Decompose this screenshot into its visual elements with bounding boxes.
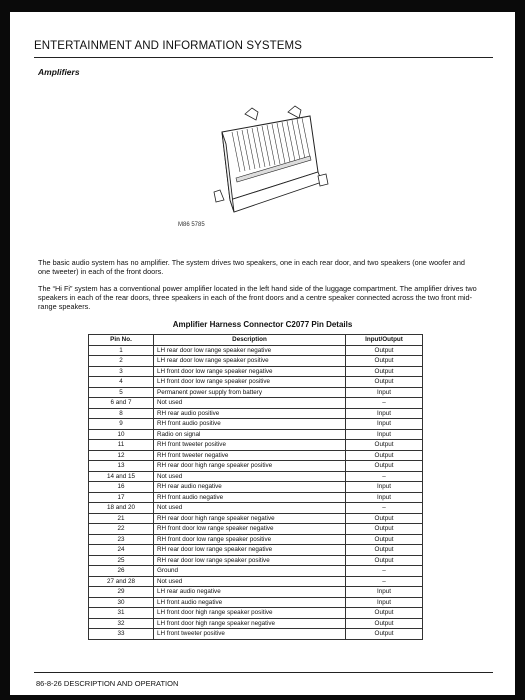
pin-number-cell: 25 <box>89 555 154 566</box>
table-row <box>89 366 423 377</box>
pin-number-cell: 8 <box>89 408 154 419</box>
table-row <box>89 587 423 598</box>
input-output-cell: – <box>346 566 423 577</box>
table-row <box>89 482 423 493</box>
input-output-cell: Input <box>346 408 423 419</box>
page-footer: 86-8-26 DESCRIPTION AND OPERATION <box>36 679 179 688</box>
pin-number-cell: 17 <box>89 492 154 503</box>
input-output-cell: Output <box>346 377 423 388</box>
figure-code: M86 5785 <box>178 222 205 228</box>
pin-number-cell: 11 <box>89 440 154 451</box>
pin-number-cell: 1 <box>89 345 154 356</box>
pin-number-cell: 3 <box>89 366 154 377</box>
description-cell: LH rear door low range speaker negative <box>154 345 346 356</box>
input-output-cell: Output <box>346 618 423 629</box>
description-cell: Not used <box>154 576 346 587</box>
input-output-cell: Output <box>346 345 423 356</box>
pin-number-cell: 27 and 28 <box>89 576 154 587</box>
table-row <box>89 513 423 524</box>
input-output-cell: Output <box>346 524 423 535</box>
pin-number-cell: 13 <box>89 461 154 472</box>
paragraph-hifi-system: The “Hi Fi” system has a conventional power amplifier located in the left hand side of the luggage compartment. The amplifier drives two speakers in each of the rear doors, three speakers in each of the front doors and a centre speaker connected across the two front mid-range speakers. <box>38 284 477 312</box>
table-row <box>89 597 423 608</box>
description-cell: Not used <box>154 503 346 514</box>
description-cell: RH front tweeter positive <box>154 440 346 451</box>
table-row <box>89 461 423 472</box>
table-row <box>89 387 423 398</box>
pin-number-cell: 2 <box>89 356 154 367</box>
input-output-cell: – <box>346 398 423 409</box>
pin-number-cell: 10 <box>89 429 154 440</box>
table-row <box>89 618 423 629</box>
input-output-cell: – <box>346 576 423 587</box>
table-row <box>89 345 423 356</box>
input-output-cell: Output <box>346 608 423 619</box>
table-title: Amplifier Harness Connector C2077 Pin Details <box>172 320 353 329</box>
paragraph-basic-system: The basic audio system has no amplifier. The system drives two speakers, one in each rear door, and two speakers (one woofer and one tweeter) in each of the front doors. <box>38 258 465 277</box>
table-row <box>89 440 423 451</box>
input-output-cell: Output <box>346 366 423 377</box>
description-cell: RH rear door high range speaker negative <box>154 513 346 524</box>
pin-number-cell: 5 <box>89 387 154 398</box>
column-header-pin: Pin No. <box>89 335 154 346</box>
pin-number-cell: 31 <box>89 608 154 619</box>
description-cell: Radio on signal <box>154 429 346 440</box>
input-output-cell: Output <box>346 356 423 367</box>
input-output-cell: – <box>346 503 423 514</box>
pin-number-cell: 12 <box>89 450 154 461</box>
input-output-cell: Input <box>346 429 423 440</box>
description-cell: LH front door high range speaker negative <box>154 618 346 629</box>
pin-number-cell: 30 <box>89 597 154 608</box>
table-row <box>89 566 423 577</box>
input-output-cell: Input <box>346 482 423 493</box>
description-cell: RH front audio positive <box>154 419 346 430</box>
input-output-cell: Input <box>346 597 423 608</box>
input-output-cell: Output <box>346 461 423 472</box>
pin-number-cell: 24 <box>89 545 154 556</box>
input-output-cell: Output <box>346 440 423 451</box>
table-row <box>89 429 423 440</box>
footer-rule <box>34 672 493 673</box>
description-cell: RH rear door high range speaker positive <box>154 461 346 472</box>
description-cell: LH front audio negative <box>154 597 346 608</box>
description-cell: LH front door low range speaker positive <box>154 377 346 388</box>
table-row <box>89 576 423 587</box>
pin-number-cell: 6 and 7 <box>89 398 154 409</box>
table-row <box>89 608 423 619</box>
document-page <box>10 12 515 695</box>
pin-number-cell: 33 <box>89 629 154 640</box>
input-output-cell: – <box>346 471 423 482</box>
amplifier-illustration <box>160 102 360 242</box>
table-row <box>89 492 423 503</box>
input-output-cell: Output <box>346 555 423 566</box>
section-title: Amplifiers <box>38 67 80 77</box>
input-output-cell: Output <box>346 534 423 545</box>
description-cell: Not used <box>154 398 346 409</box>
table-row <box>89 503 423 514</box>
description-cell: LH front door low range speaker negative <box>154 366 346 377</box>
table-row <box>89 555 423 566</box>
description-cell: RH rear door low range speaker positive <box>154 555 346 566</box>
description-cell: LH rear audio negative <box>154 587 346 598</box>
header-rule <box>34 57 493 58</box>
pin-number-cell: 14 and 15 <box>89 471 154 482</box>
description-cell: RH front tweeter negative <box>154 450 346 461</box>
pin-number-cell: 18 and 20 <box>89 503 154 514</box>
table-row <box>89 450 423 461</box>
page-header: ENTERTAINMENT AND INFORMATION SYSTEMS <box>34 40 303 52</box>
table-row <box>89 545 423 556</box>
pin-number-cell: 32 <box>89 618 154 629</box>
input-output-cell: Input <box>346 387 423 398</box>
table-header-row <box>89 335 423 346</box>
input-output-cell: Output <box>346 450 423 461</box>
description-cell: RH front door low range speaker negative <box>154 524 346 535</box>
pin-number-cell: 23 <box>89 534 154 545</box>
pin-details-table <box>88 334 423 640</box>
description-cell: LH rear door low range speaker positive <box>154 356 346 367</box>
description-cell: RH rear audio negative <box>154 482 346 493</box>
description-cell: RH front audio negative <box>154 492 346 503</box>
pin-number-cell: 16 <box>89 482 154 493</box>
input-output-cell: Output <box>346 513 423 524</box>
pin-number-cell: 4 <box>89 377 154 388</box>
table-row <box>89 629 423 640</box>
table-row <box>89 398 423 409</box>
description-cell: Ground <box>154 566 346 577</box>
description-cell: Permanent power supply from battery <box>154 387 346 398</box>
table-row <box>89 471 423 482</box>
pin-number-cell: 9 <box>89 419 154 430</box>
description-cell: RH rear door low range speaker negative <box>154 545 346 556</box>
table-row <box>89 419 423 430</box>
table-row <box>89 377 423 388</box>
pin-number-cell: 26 <box>89 566 154 577</box>
description-cell: RH rear audio positive <box>154 408 346 419</box>
description-cell: RH front door low range speaker positive <box>154 534 346 545</box>
pin-number-cell: 21 <box>89 513 154 524</box>
table-row <box>89 524 423 535</box>
table-row <box>89 356 423 367</box>
column-header-description: Description <box>154 335 346 346</box>
input-output-cell: Output <box>346 629 423 640</box>
input-output-cell: Input <box>346 587 423 598</box>
table-body <box>89 345 423 639</box>
table-row <box>89 534 423 545</box>
pin-number-cell: 22 <box>89 524 154 535</box>
description-cell: Not used <box>154 471 346 482</box>
input-output-cell: Input <box>346 492 423 503</box>
pin-number-cell: 29 <box>89 587 154 598</box>
description-cell: LH front door high range speaker positive <box>154 608 346 619</box>
table-row <box>89 408 423 419</box>
input-output-cell: Input <box>346 419 423 430</box>
description-cell: LH front tweeter positive <box>154 629 346 640</box>
column-header-input-output: Input/Output <box>346 335 423 346</box>
input-output-cell: Output <box>346 545 423 556</box>
